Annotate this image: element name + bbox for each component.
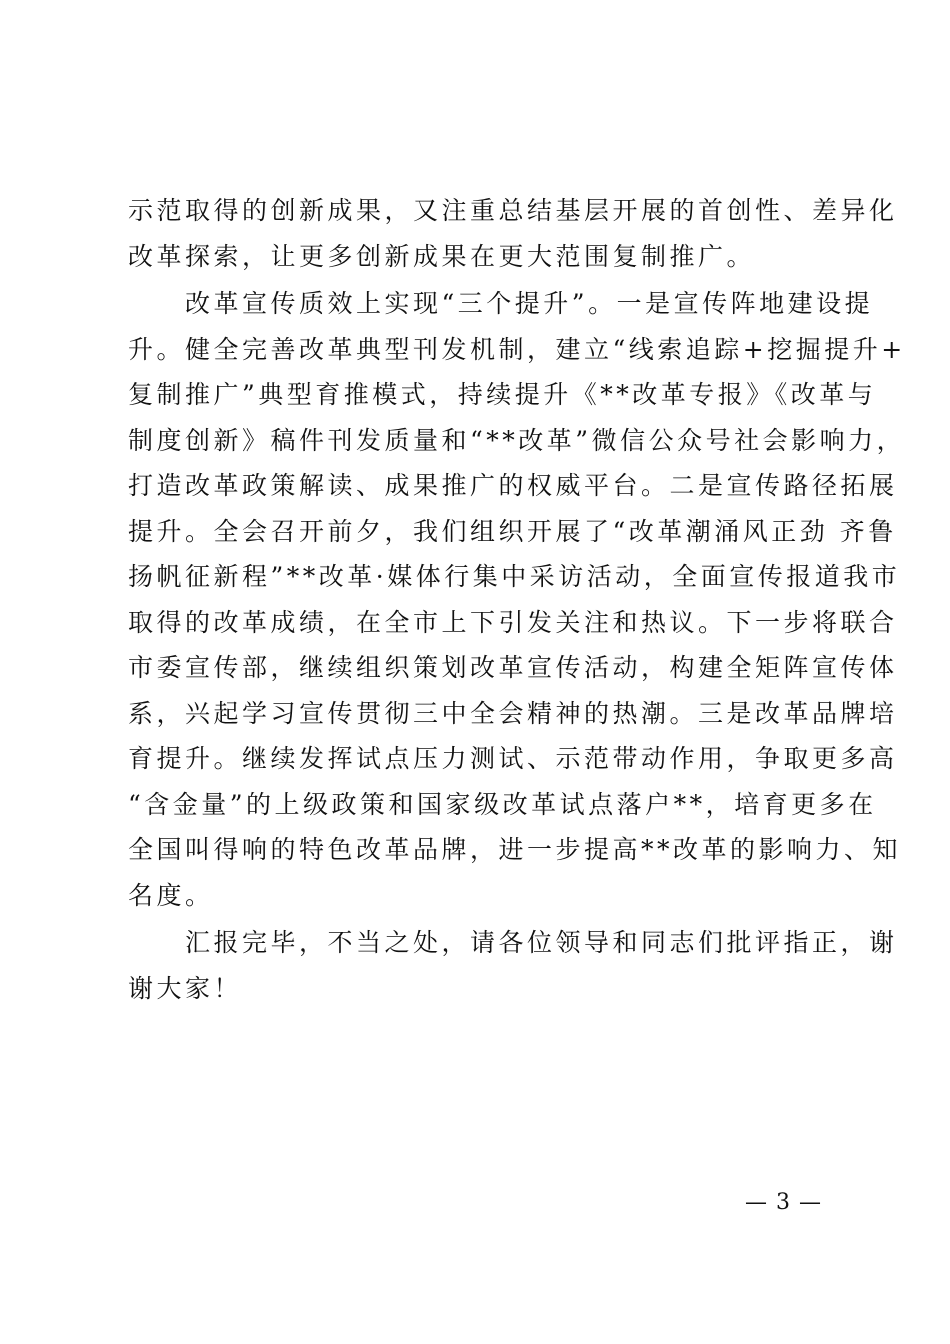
- paragraph: [128, 188, 898, 279]
- document-body: [128, 188, 906, 1011]
- text-line: 系，兴起学习宣传贯彻三中全会精神的热潮。三是改革品牌培: [128, 698, 898, 728]
- text-line: 升。健全完善改革典型刊发机制，建立“线索追踪+挖掘提升+: [128, 334, 906, 364]
- page-number: — 3 —: [745, 1190, 822, 1215]
- paragraph: [128, 281, 906, 918]
- text-line: 谢大家！: [128, 973, 243, 1003]
- text-line: 提升。全会召开前夕，我们组织开展了“改革潮涌风正劲 齐鲁: [128, 516, 897, 546]
- text-line: 全国叫得响的特色改革品牌，进一步提高**改革的影响力、知: [128, 835, 902, 864]
- text-line: 示范取得的创新成果，又注重总结基层开展的首创性、差异化: [128, 196, 898, 225]
- paragraph: [128, 920, 898, 1011]
- text-line: 汇报完毕，不当之处，请各位领导和同志们批评指正，谢: [128, 928, 898, 957]
- text-line: “含金量”的上级政策和国家级改革试点落户**，培育更多在: [128, 789, 877, 819]
- text-line: 改革探索，让更多创新成果在更大范围复制推广。: [128, 241, 756, 271]
- text-line: 育提升。继续发挥试点压力测试、示范带动作用，争取更多高: [128, 744, 898, 773]
- text-line: 制度创新》稿件刊发质量和“**改革”微信公众号社会影响力，: [128, 425, 906, 455]
- text-line: 取得的改革成绩，在全市上下引发关注和热议。下一步将联合: [128, 607, 898, 637]
- text-line: 名度。: [128, 880, 214, 910]
- text-line: 改革宣传质效上实现“三个提升”。一是宣传阵地建设提: [128, 289, 874, 318]
- text-line: 扬帆征新程”**改革·媒体行集中采访活动，全面宣传报道我市: [128, 562, 901, 591]
- text-line: 市委宣传部，继续组织策划改革宣传活动，构建全矩阵宣传体: [128, 653, 898, 682]
- text-line: 打造改革政策解读、成果推广的权威平台。二是宣传路径拓展: [128, 471, 898, 500]
- text-line: 复制推广”典型育推模式，持续提升《**改革专报》《改革与: [128, 380, 877, 409]
